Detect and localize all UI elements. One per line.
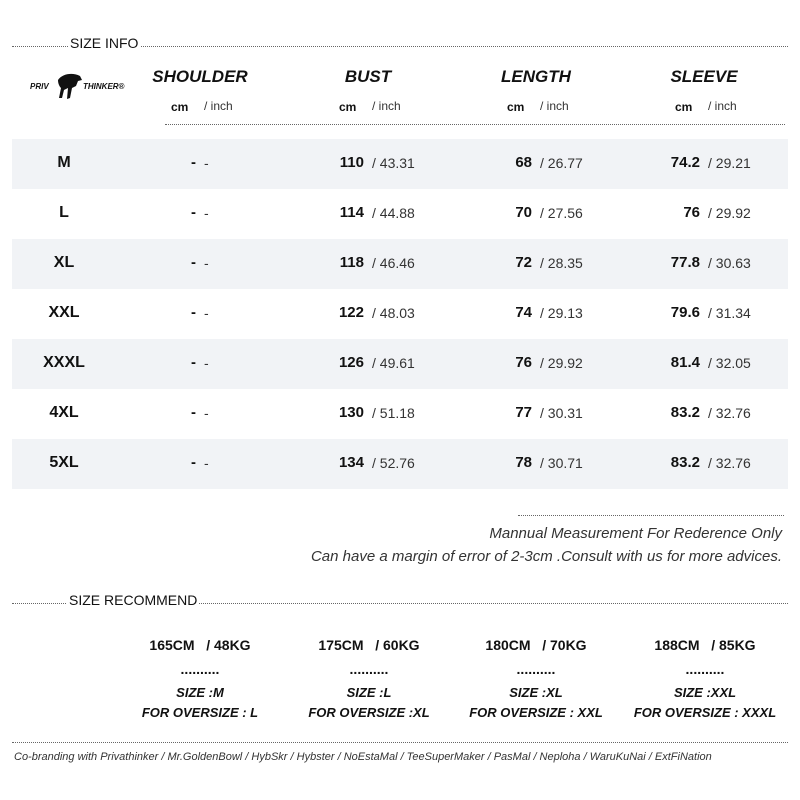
col-head-sleeve: SLEEVE bbox=[670, 67, 738, 86]
recommend-weight: / 48KG bbox=[206, 637, 251, 653]
bust-inch: / 48.03 bbox=[372, 305, 415, 321]
recommend-oversize: FOR OVERSIZE : XXL bbox=[469, 705, 603, 720]
recommend-weight: / 60KG bbox=[375, 637, 420, 653]
unit-cm-sleeve: cm bbox=[675, 100, 693, 114]
length-inch: / 30.71 bbox=[540, 455, 583, 471]
sleeve-cm: 81.4 bbox=[670, 354, 700, 371]
shoulder-inch: - bbox=[204, 155, 209, 171]
shoulder-cm: - bbox=[191, 154, 196, 171]
size-label: 5XL bbox=[49, 454, 79, 471]
col-head-length: LENGTH bbox=[501, 67, 571, 86]
length-cm: 74 bbox=[515, 304, 532, 321]
recommend-dots: .......... bbox=[516, 661, 556, 677]
recommend-size: SIZE :XXL bbox=[673, 685, 737, 700]
size-recommend-title: SIZE RECOMMEND bbox=[69, 592, 198, 608]
recommend-dots: .......... bbox=[180, 661, 220, 677]
recommend-body bbox=[456, 637, 616, 653]
sleeve-inch: / 30.63 bbox=[708, 255, 751, 271]
recommend-oversize: FOR OVERSIZE : XXXL bbox=[633, 705, 777, 720]
length-cm: 76 bbox=[515, 354, 532, 371]
length-cm: 72 bbox=[515, 254, 532, 271]
length-inch: / 28.35 bbox=[540, 255, 583, 271]
shoulder-cm: - bbox=[191, 254, 196, 271]
recommend-height: 188CM bbox=[654, 637, 700, 653]
recommend-height: 175CM bbox=[318, 637, 364, 653]
shoulder-cm: - bbox=[191, 304, 196, 321]
shoulder-inch: - bbox=[204, 305, 209, 321]
size-label: XXXL bbox=[43, 354, 85, 371]
footer-divider bbox=[12, 742, 788, 743]
size-label: XXL bbox=[48, 304, 80, 321]
panther-icon bbox=[56, 72, 84, 102]
notes-divider bbox=[518, 515, 784, 516]
unit-inch-length: / inch bbox=[540, 99, 569, 113]
recommend-body bbox=[289, 637, 449, 653]
sleeve-cm: 77.8 bbox=[670, 254, 700, 271]
unit-cm-shoulder: cm bbox=[171, 100, 189, 114]
margin-note: Can have a margin of error of 2-3cm .Consult with us for more advices. bbox=[310, 548, 782, 565]
length-inch: / 26.77 bbox=[540, 155, 583, 171]
unit-inch-bust: / inch bbox=[372, 99, 401, 113]
recommend-body bbox=[625, 637, 785, 653]
length-cm: 68 bbox=[515, 154, 532, 171]
recommend-dots: .......... bbox=[349, 661, 389, 677]
bust-inch: / 52.76 bbox=[372, 455, 415, 471]
sleeve-cm: 83.2 bbox=[670, 454, 700, 471]
length-cm: 70 bbox=[515, 204, 532, 221]
length-inch: / 30.31 bbox=[540, 405, 583, 421]
sleeve-inch: / 29.92 bbox=[708, 205, 751, 221]
recommend-size: SIZE :XL bbox=[509, 685, 563, 700]
unit-cm-bust: cm bbox=[339, 100, 357, 114]
col-head-bust: BUST bbox=[344, 67, 392, 86]
bust-inch: / 46.46 bbox=[372, 255, 415, 271]
length-inch: / 29.92 bbox=[540, 355, 583, 371]
shoulder-inch: - bbox=[204, 405, 209, 421]
sleeve-inch: / 29.21 bbox=[708, 155, 751, 171]
recommend-height: 180CM bbox=[485, 637, 531, 653]
recommend-height: 165CM bbox=[149, 637, 195, 653]
recommend-size: SIZE :L bbox=[346, 685, 392, 700]
shoulder-cm: - bbox=[191, 404, 196, 421]
length-cm: 77 bbox=[515, 404, 532, 421]
size-label: 4XL bbox=[49, 404, 79, 421]
shoulder-inch: - bbox=[204, 205, 209, 221]
sleeve-cm: 76 bbox=[683, 204, 700, 221]
unit-cm-length: cm bbox=[507, 100, 525, 114]
bust-cm: 130 bbox=[338, 404, 364, 421]
logo-left-text: PRIV bbox=[30, 82, 49, 91]
size-label: L bbox=[59, 204, 69, 221]
length-inch: / 29.13 bbox=[540, 305, 583, 321]
bust-inch: / 51.18 bbox=[372, 405, 415, 421]
recommend-body bbox=[120, 637, 280, 653]
sleeve-cm: 74.2 bbox=[670, 154, 700, 171]
sleeve-cm: 79.6 bbox=[670, 304, 700, 321]
sleeve-cm: 83.2 bbox=[670, 404, 700, 421]
recommend-weight: / 70KG bbox=[542, 637, 587, 653]
bust-cm: 122 bbox=[338, 304, 364, 321]
recommend-dots: .......... bbox=[685, 661, 725, 677]
shoulder-cm: - bbox=[191, 204, 196, 221]
sleeve-inch: / 32.76 bbox=[708, 405, 751, 421]
brand-logo bbox=[28, 72, 128, 102]
length-cm: 78 bbox=[515, 454, 532, 471]
bust-cm: 118 bbox=[339, 254, 364, 271]
bust-cm: 126 bbox=[338, 354, 364, 371]
recommend-weight: / 85KG bbox=[711, 637, 756, 653]
shoulder-inch: - bbox=[204, 255, 209, 271]
recommend-size: SIZE :M bbox=[176, 685, 224, 700]
logo-right-text: THINKER® bbox=[83, 82, 125, 91]
col-head-shoulder: SHOULDER bbox=[152, 67, 248, 86]
length-inch: / 27.56 bbox=[540, 205, 583, 221]
header-divider bbox=[165, 124, 785, 125]
sleeve-inch: / 32.05 bbox=[708, 355, 751, 371]
unit-inch-shoulder: / inch bbox=[204, 99, 233, 113]
bust-cm: 134 bbox=[338, 454, 364, 471]
shoulder-cm: - bbox=[191, 354, 196, 371]
measurement-note: Mannual Measurement For Rederence Only bbox=[489, 525, 782, 542]
sleeve-inch: / 31.34 bbox=[708, 305, 751, 321]
bust-cm: 110 bbox=[339, 154, 364, 171]
unit-inch-sleeve: / inch bbox=[708, 99, 737, 113]
recommend-oversize: FOR OVERSIZE :XL bbox=[308, 705, 430, 720]
shoulder-cm: - bbox=[191, 454, 196, 471]
sleeve-inch: / 32.76 bbox=[708, 455, 751, 471]
recommend-oversize: FOR OVERSIZE : L bbox=[141, 705, 259, 720]
size-label: XL bbox=[53, 254, 75, 271]
size-info-title: SIZE INFO bbox=[70, 35, 139, 51]
shoulder-inch: - bbox=[204, 455, 209, 471]
bust-inch: / 49.61 bbox=[372, 355, 415, 371]
shoulder-inch: - bbox=[204, 355, 209, 371]
size-label: M bbox=[57, 154, 71, 171]
co-branding-footer: Co-branding with Privathinker / Mr.GoldenBowl / HybSkr / Hybster / NoEstaMal / TeeSuperMaker / PasMal / Neploha / WaruKuNai / ExtFiNation bbox=[14, 751, 712, 763]
bust-inch: / 43.31 bbox=[372, 155, 415, 171]
bust-inch: / 44.88 bbox=[372, 205, 415, 221]
bust-cm: 114 bbox=[339, 204, 364, 221]
